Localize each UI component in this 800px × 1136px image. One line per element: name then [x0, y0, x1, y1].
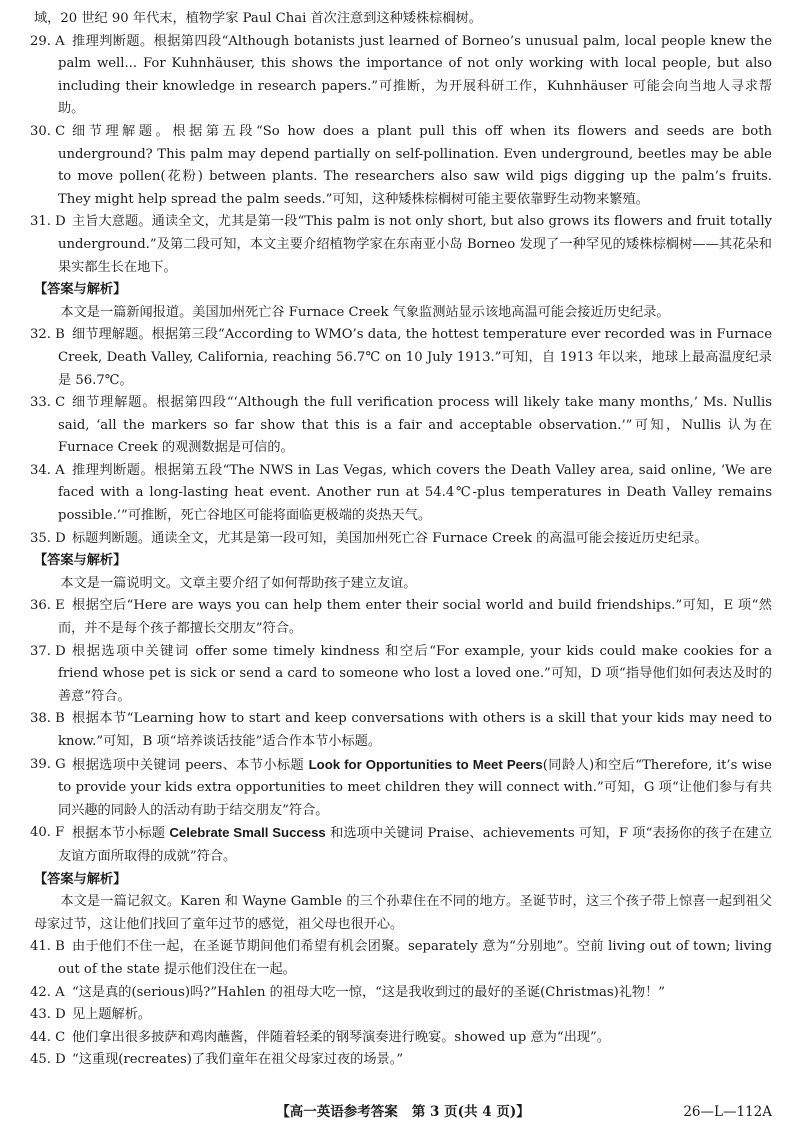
answer-number: 30. C: [30, 123, 66, 139]
section-heading: 【答案与解析】: [34, 282, 127, 298]
answer-item-29: [30, 31, 773, 121]
explanation-text: 通读全文，尤其是第一段可知，美国加州死亡谷 Furnace Creek 的高温可能会接近历史纪录。: [151, 530, 708, 546]
answer-number: 31. D: [30, 214, 66, 230]
answer-number: 43. D: [30, 1007, 66, 1023]
question-type: 主旨大意题。: [72, 214, 152, 230]
question-type: 细节理解题。: [72, 395, 157, 411]
answer-item-39: [30, 754, 772, 823]
explanation-text: 见上题解析。: [72, 1007, 152, 1023]
answer-number: 34. A: [30, 462, 65, 478]
explanation-text: 根据第三段“According to WMO’s data, the hottest temperature ever recorded was in Furnace Creek, Death Valley, California, reaching 56.7℃ on 10 July 1913.”可知，自 1913 年以来，地球上最高温度纪录是 56.7℃。: [58, 327, 772, 388]
explanation-text: 根据选项中关键词 peers、本节小标题: [72, 757, 309, 773]
answer-item-33: [30, 392, 773, 460]
answer-number: 40. F: [30, 825, 65, 841]
answer-item-34: [30, 460, 772, 528]
passage-summary: 本文是一篇记叙文。Karen 和 Wayne Gamble 的三个孙辈住在不同的地方。圣诞节时，这三个孩子带上惊喜一起到祖父母家过节，这让他们找回了童年过节的感觉，祖父母也很开心。: [34, 894, 772, 932]
section-subtitle: Look for Opportunities to Meet Peers: [308, 756, 543, 772]
page-footer: [34, 1101, 772, 1123]
explanation-text: 根据选项中关键词 offer some timely kindness 和空后“For example, your kids could make cookies for a friend whose pet is sick or send a card to someone who lost a loved one.”可知，D 项“指导他们如何表达及时的善意”符合。: [58, 643, 772, 704]
section-heading: 【答案与解析】: [34, 553, 127, 569]
answer-number: 42. A: [30, 984, 65, 1000]
explanation-text: 他们拿出很多披萨和鸡肉蘸酱，伴随着轻柔的钢琴演奏进行晚宴。showed up 意为“出现”。: [72, 1029, 610, 1045]
doc-code: 26—L—112A: [683, 1104, 772, 1120]
explanation-text: 根据本节“Learning how to start and keep conversations with others is a skill that your kids may need to know.”可知，B 项“培养谈话技能”适合作本节小标题。: [58, 711, 772, 749]
footer-title: [34, 1101, 772, 1123]
explanation-text: “这重现(recreates)了我们童年在祖父母家过夜的场景。”: [72, 1052, 404, 1068]
answer-item-42: [30, 982, 772, 1005]
answer-item-37: [30, 641, 772, 709]
answer-number: 39. G: [30, 756, 66, 772]
answer-number: 37. D: [30, 643, 66, 659]
section-subtitle: Celebrate Small Success: [169, 825, 326, 841]
explanation-text: 根据本节小标题: [72, 826, 170, 842]
answer-number: 45. D: [30, 1052, 66, 1068]
answer-item-30: [30, 121, 772, 211]
answer-item-32: [30, 324, 772, 392]
answer-item-38: [30, 708, 772, 753]
answer-item-45: [30, 1049, 772, 1072]
answer-item-40: [30, 822, 773, 868]
answer-number: 36. E: [30, 598, 65, 614]
section-heading: 【答案与解析】: [34, 871, 127, 887]
answer-number: 33. C: [30, 395, 66, 411]
explanation-text-cont: (同龄人)和空后“Therefore, it’s wise to provide your kids extra opportunities to meet children they will connect with.”可知，G 项“让他们参与有共同兴趣的同龄人的活动有助于结交朋友”符合。: [58, 757, 772, 818]
footer-doc-title: 【高一英语参考答案: [276, 1104, 398, 1120]
explanation-text-cont: 和选项中关键词 Praise、achievements 可知，F 项“表扬你的孩子在建立友谊方面所取得的成就”符合。: [58, 826, 773, 864]
explanation-text: “这是真的(serious)吗?”Hahlen 的祖母大吃一惊，“这是我收到过的最好的圣诞(Christmas)礼物！”: [72, 984, 666, 1000]
passage-summary: 本文是一篇新闻报道。美国加州死亡谷 Furnace Creek 气象监测站显示该地高温可能会接近历史纪录。: [60, 304, 670, 320]
explanation-text: 根据第四段“Although botanists just learned of Borneo’s unusual palm, local people knew the palm well... For Kuhnhäuser, this shows the importance of not only working with local people, but also including their knowledge in research papers.”可推断，为开展科研工作，Kuhnhäuser 可能会向当地人寻求帮助。: [58, 33, 773, 117]
explanation-text: 根据空后“Here are ways you can help them enter their social world and build friendships.”可知，E 项“然而，并不是每个孩子都擅长交朋友”符合。: [58, 598, 772, 637]
answer-number: 41. B: [30, 939, 65, 955]
explanation-text: 根据第四段“‘Although the full verification process will likely take many months,’ Ms. Nullis said, ‘all the markers so far show that this is a fair and acceptable observation.’”可知，Nullis 认为在 Furnace Creek 的观测数据是可信的。: [58, 395, 773, 456]
passage-summary: 本文是一篇说明文。文章主要介绍了如何帮助孩子建立友谊。: [60, 575, 417, 591]
question-type: 细节理解题。: [72, 327, 152, 343]
explanation-text: 由于他们不住一起，在圣诞节期间他们希望有机会团聚。separately 意为“分别地”。空前 living out of town; living out of the state 提示他们没住在一起。: [58, 939, 772, 977]
explanation-text: 通读全文，尤其是第一段“This palm is not only short, but also grows its flowers and fruit totally underground.”及第二段可知，本文主要介绍植物学家在东南亚小岛 Borneo 发现了一种罕见的矮株棕榈树——其花朵和果实都生长在地下。: [58, 214, 773, 275]
explanation-text: 根据第五段“So how does a plant pull this off when its flowers and seeds are both underground? This palm may depend partially on self-pollination. Even underground, beetles may be able to move pollen(花粉) between plants. The researchers also saw wild pigs digging up the palm’s fruits. They might help spread the palm seeds.”可知，这种矮株棕榈树可能主要依靠野生动物来繁殖。: [58, 123, 772, 207]
question-type: 细节理解题。: [72, 123, 173, 139]
answer-item-43: [30, 1004, 772, 1027]
page-number: 第 3 页(共 4 页)】: [411, 1104, 530, 1120]
intro-line: 域，20 世纪 90 年代末，植物学家 Paul Chai 首次注意到这种矮株棕榈树。: [34, 11, 482, 26]
answer-number: 32. B: [30, 327, 65, 343]
answer-number: 35. D: [30, 530, 66, 546]
question-type: 推理判断题。: [72, 33, 154, 49]
answer-item-44: [30, 1027, 772, 1050]
answer-content: [30, 8, 773, 1072]
answer-item-41: [30, 936, 772, 981]
answer-number: 29. A: [30, 33, 65, 49]
answer-number: 44. C: [30, 1029, 66, 1045]
question-type: 标题判断题。: [72, 530, 152, 546]
answer-item-31: [30, 211, 773, 279]
answer-item-35: [30, 528, 772, 551]
question-type: 推理判断题。: [72, 462, 155, 478]
answer-number: 38. B: [30, 711, 65, 727]
explanation-text: 根据第五段“The NWS in Las Vegas, which covers the Death Valley area, said online, ‘We are faced with a long-lasting heat event. Another run at 54.4℃-plus temperatures in Death Valley remains possible.’”可推断，死亡谷地区可能将面临更极端的炎热天气。: [58, 462, 772, 524]
answer-item-36: [30, 595, 772, 640]
